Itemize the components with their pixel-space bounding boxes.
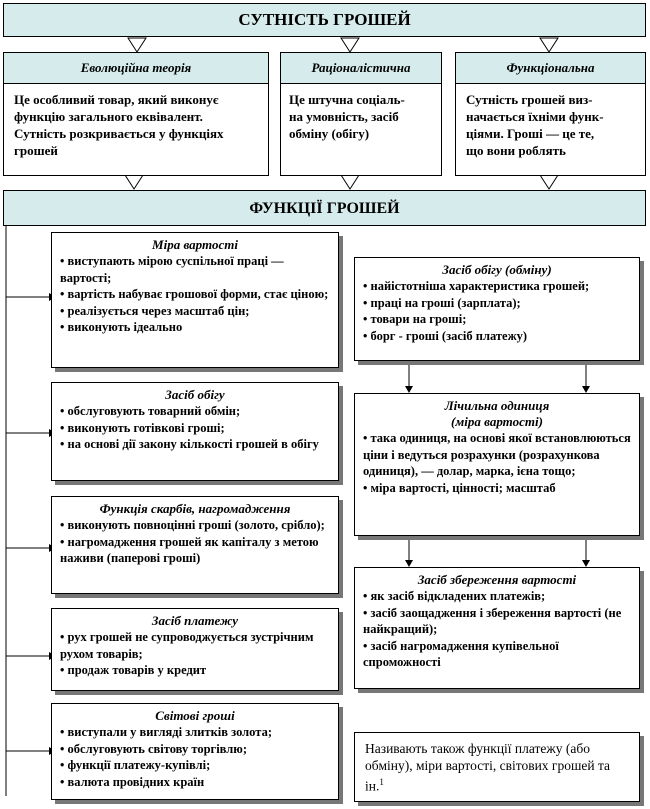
list-item: • найістотніша характеристика грошей;	[363, 278, 631, 295]
arrow-down-icon	[128, 38, 146, 52]
note-text	[365, 740, 629, 795]
block-title: Засіб платежу	[151, 613, 239, 628]
theory-functional	[455, 52, 646, 176]
list-item: • на основі дії закону кількості грошей в обігу	[60, 436, 330, 453]
theory-line: Сутність грошей виз-	[466, 92, 593, 107]
function-medium-of-exchange	[354, 257, 640, 361]
list-item: • виконують ідеально	[60, 319, 330, 336]
list-item: • продаж товарів у кредит	[60, 662, 330, 679]
arrow-down-icon	[341, 38, 359, 52]
function-store-of-value	[354, 567, 640, 689]
block-subtitle: (міра вартості)	[451, 414, 543, 429]
list-item: • рух грошей не супроводжується зустрічним рухом товарів;	[60, 629, 330, 662]
arrow-down-icon	[540, 38, 558, 52]
function-hoarding	[51, 496, 339, 594]
functions-header	[3, 190, 646, 226]
theory-line: начається їхніми функ-	[466, 109, 604, 124]
block-title: Міра вартості	[152, 237, 238, 252]
theory-title: Еволюційна теорія	[4, 53, 268, 84]
theory-line: що вони роблять	[466, 143, 566, 158]
list-item: • функції платежу-купівлі;	[60, 757, 330, 774]
list-item: • нагромадження грошей як капіталу з метою наживи (паперові гроші)	[60, 534, 330, 567]
theory-evolutionary	[3, 52, 269, 176]
block-title: Лічильна одиниця	[444, 398, 550, 413]
main-title-text: СУТНІСТЬ ГРОШЕЙ	[238, 10, 411, 29]
list-item: • обслуговують товарний обмін;	[60, 403, 330, 420]
block-title: Функція скарбів, нагромадження	[99, 501, 291, 516]
footnote-marker: 1	[379, 777, 384, 787]
list-item: • засіб нагромадження купівельної спроможності	[363, 638, 631, 671]
main-title	[3, 3, 646, 37]
theory-title: Раціоналістична	[281, 53, 441, 84]
theory-rationalist	[280, 52, 442, 176]
block-title: Засіб обігу	[165, 387, 225, 402]
theory-line: Це штучна соціаль-	[289, 92, 405, 107]
list-item: • товари на гроші;	[363, 311, 631, 328]
list-item: • виконують готівкові гроші;	[60, 420, 330, 437]
theory-line: Це особливий товар, який виконує	[14, 92, 219, 107]
theory-title: Функціональна	[456, 53, 645, 84]
function-medium-of-circulation	[51, 382, 339, 481]
arrow-down-icon	[125, 175, 143, 189]
function-measure-of-value	[51, 232, 339, 368]
theory-line: ціями. Гроші — це те,	[466, 126, 595, 141]
arrow-down-icon	[341, 175, 359, 189]
theory-line: функцію загального еквівалент.	[14, 109, 203, 124]
block-title: Засіб збереження вартості	[417, 572, 577, 587]
list-item: • обслуговують світову торгівлю;	[60, 741, 330, 758]
block-title: Засіб обігу (обміну)	[442, 262, 552, 277]
note-box	[354, 732, 640, 802]
list-item: • праці на гроші (зарплата);	[363, 295, 631, 312]
theory-line: обміну (обігу)	[289, 126, 370, 141]
note-body: Називають також функції платежу (або обміну), міри вартості, світових грошей та ін.	[365, 741, 610, 794]
function-world-money	[51, 703, 339, 800]
theory-line: на умовність, засіб	[289, 109, 399, 124]
list-item: • валюта провідних країн	[60, 774, 330, 791]
list-item: • виступали у вигляді злитків золота;	[60, 724, 330, 741]
list-item: • борг - гроші (засіб платежу)	[363, 328, 631, 345]
theory-line: грошей	[14, 143, 58, 158]
function-unit-of-account	[354, 393, 640, 536]
list-item: • міра вартості, цінності; масштаб	[363, 480, 631, 497]
list-item: • виступають мірою суспільної праці — вартості;	[60, 253, 330, 286]
function-means-of-payment	[51, 608, 339, 691]
list-item: • реалізується через масштаб цін;	[60, 303, 330, 320]
functions-header-text: ФУНКЦІЇ ГРОШЕЙ	[249, 200, 400, 217]
theory-line: Сутність розкривається у функціях	[14, 126, 224, 141]
list-item: • як засіб відкладених платежів;	[363, 588, 631, 605]
list-item: • засіб заощадження і збереження вартості (не найкращий);	[363, 605, 631, 638]
list-item: • виконують повноцінні гроші (золото, срібло);	[60, 517, 330, 534]
list-item: • така одиниця, на основі якої встановлюються ціни і ведуться розрахунки (розрахункова одиниця), — долар, марка, ієна тощо;	[363, 430, 631, 480]
arrow-down-icon	[540, 175, 558, 189]
list-item: • вартість набуває грошової форми, стає ціною;	[60, 286, 330, 303]
block-title: Світові гроші	[155, 708, 235, 723]
